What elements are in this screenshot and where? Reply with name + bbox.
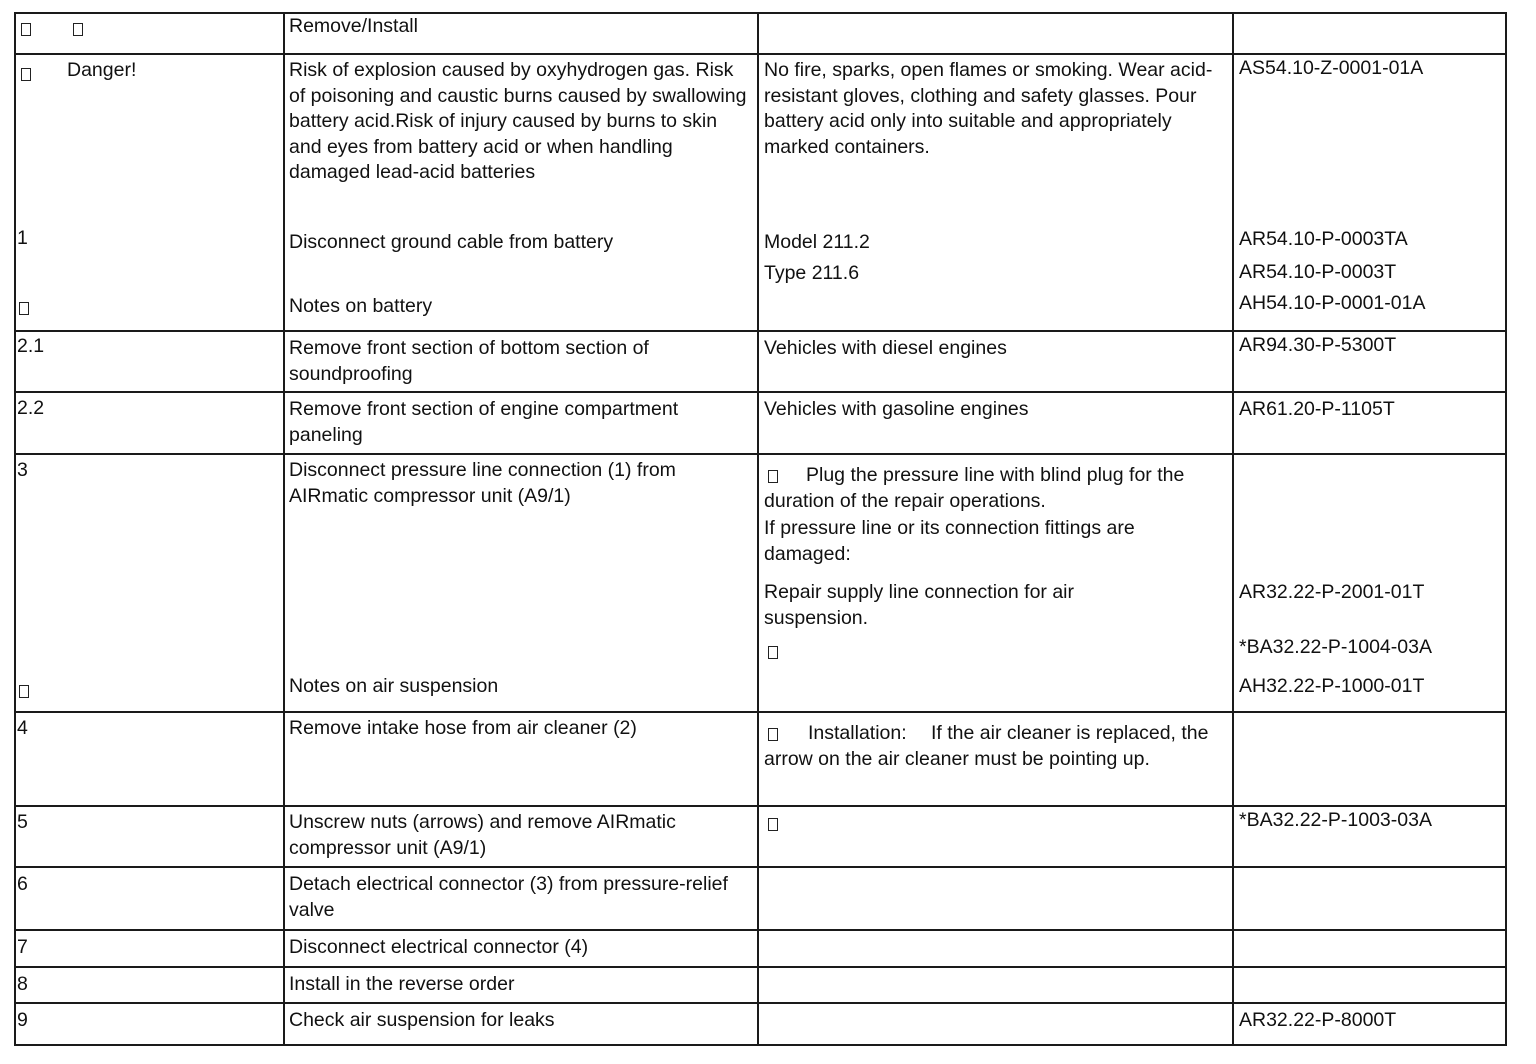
info-icon (768, 818, 778, 831)
checkbox-icon (73, 23, 83, 36)
table-rule (14, 929, 1507, 931)
info-icon (768, 646, 778, 659)
table-rule (14, 805, 1507, 807)
step-note: Vehicles with diesel engines (764, 337, 1007, 359)
step-number: 4 (17, 717, 28, 739)
step-number: 1 (17, 227, 28, 249)
checkbox-icon (21, 23, 31, 36)
step-action: Remove front section of engine compartment paneling (289, 398, 679, 446)
step-number: 2.2 (17, 397, 45, 419)
step-action: Remove intake hose from air cleaner (2) (289, 717, 637, 739)
step-note: Vehicles with gasoline engines (764, 398, 1029, 420)
table-rule (1232, 12, 1234, 1046)
table-rule (14, 391, 1507, 393)
step-reference: AR54.10-P-0003TA (1239, 228, 1408, 250)
step-action: Unscrew nuts (arrows) and remove AIRmatic compressor unit (A9/1) (289, 811, 676, 859)
table-rule (14, 866, 1507, 868)
installation-label: Installation: (808, 722, 907, 744)
danger-measures: No fire, sparks, open flames or smoking. Wear acid-resistant gloves, clothing and safety glasses. Pour battery acid only into suitable and appropriately marked containers. (764, 59, 1213, 158)
step-note: Repair supply line connection for air suspension. (764, 581, 1075, 629)
step-action: Install in the reverse order (289, 973, 515, 995)
step-note: Plug the pressure line with blind plug for the duration of the repair operations. (764, 464, 1185, 512)
table-rule (14, 711, 1507, 713)
step-reference: AR32.22-P-8000T (1239, 1009, 1397, 1031)
table-rule (757, 12, 759, 1046)
info-icon (19, 302, 29, 315)
step-action: Disconnect pressure line connection (1) from AIRmatic compressor unit (A9/1) (289, 459, 676, 507)
step-reference: AR32.22-P-2001-01T (1239, 581, 1425, 603)
step-reference: AR61.20-P-1105T (1239, 398, 1395, 420)
step-note: If the air cleaner is replaced, the arrow on the air cleaner must be pointing up. (764, 722, 1209, 770)
step-reference: *BA32.22-P-1004-03A (1239, 636, 1432, 658)
table-rule (14, 12, 1507, 14)
step-note: Type 211.6 (764, 262, 860, 284)
table-rule (283, 12, 285, 1046)
table-rule (14, 1002, 1507, 1004)
step-action: Check air suspension for leaks (289, 1009, 555, 1031)
info-icon (19, 685, 29, 698)
step-note: If pressure line or its connection fittings are damaged: (764, 517, 1135, 565)
step-reference: AR54.10-P-0003T (1239, 261, 1397, 283)
step-number: 6 (17, 873, 28, 895)
step-number: 3 (17, 459, 28, 481)
step-number: 5 (17, 811, 28, 833)
step-reference: AH32.22-P-1000-01T (1239, 675, 1425, 697)
table-rule (1505, 12, 1507, 1046)
step-action: Detach electrical connector (3) from pressure-relief valve (289, 873, 728, 921)
step-number: 9 (17, 1009, 28, 1031)
step-reference: AR94.30-P-5300T (1239, 334, 1397, 356)
table-rule (14, 1044, 1507, 1046)
table-rule (14, 453, 1507, 455)
danger-risk: Risk of explosion caused by oxyhydrogen gas. Risk of poisoning and caustic burns caused by swallowing battery acid.Risk of injury caused by burns to skin and eyes from battery acid or when handling damaged lead-acid batteries (289, 59, 747, 183)
step-action: Remove front section of bottom section of soundproofing (289, 337, 649, 385)
step-number: 2.1 (17, 335, 45, 357)
step-number: 7 (17, 936, 28, 958)
page-title: Remove/Install (289, 15, 418, 37)
step-reference: AH54.10-P-0001-01A (1239, 292, 1426, 314)
danger-label: Danger! (67, 59, 137, 81)
table-rule (14, 12, 16, 1046)
step-reference: *BA32.22-P-1003-03A (1239, 809, 1432, 831)
warning-icon (21, 68, 31, 81)
step-number: 8 (17, 973, 28, 995)
table-rule (14, 330, 1507, 332)
step-note: Model 211.2 (764, 231, 870, 253)
step-sub-action: Notes on air suspension (289, 675, 499, 697)
table-rule (14, 966, 1507, 968)
step-sub-action: Notes on battery (289, 295, 433, 317)
table-rule (14, 53, 1507, 55)
step-action: Disconnect ground cable from battery (289, 231, 614, 253)
danger-reference: AS54.10-Z-0001-01A (1239, 57, 1424, 79)
step-action: Disconnect electrical connector (4) (289, 936, 589, 958)
